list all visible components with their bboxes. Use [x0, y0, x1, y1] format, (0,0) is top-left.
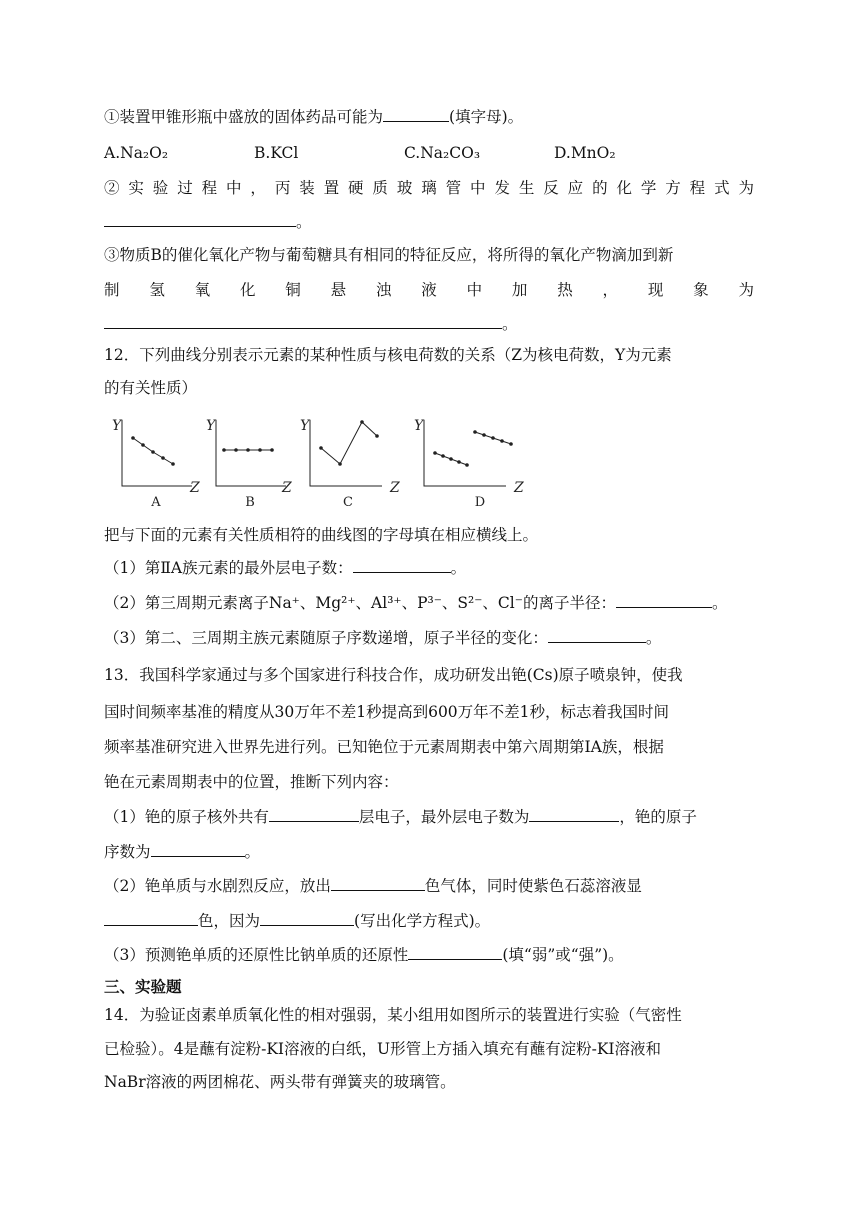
- q11-part2-answer: [104, 210, 312, 233]
- graph-c-y-label: Y: [300, 418, 310, 434]
- q11-part1-text: ①装置甲锥形瓶中盛放的固体药品可能为: [104, 108, 384, 126]
- q12-item1: [104, 556, 466, 579]
- option-c[interactable]: [404, 142, 480, 164]
- answer-blank[interactable]: [104, 312, 502, 329]
- q11-part3-line1: ③物质B的催化氧化产物与葡萄糖具有相同的特征反应，将所得的氧化产物滴加到新: [104, 246, 674, 264]
- option-b-label: B.: [254, 144, 271, 162]
- q11-part3-tail: 。: [502, 315, 518, 333]
- q13-stem-line3: 频率基准研究进入世界先进行列。已知铯位于元素周期表中第六周期第ⅠA族，根据: [104, 738, 664, 756]
- q13-item3-text: （3）预测铯单质的还原性比钠单质的还原性: [104, 946, 409, 964]
- graph-a-x-label: Z: [190, 480, 200, 496]
- answer-blank[interactable]: [548, 626, 646, 643]
- q11-part1-tail: (填字母)。: [449, 108, 524, 126]
- q12-item2-post: 的离子半径：: [522, 594, 616, 612]
- option-b-formula: KCl: [270, 144, 299, 162]
- q14-stem-line3: NaBr溶液的两团棉花、两头带有弹簧夹的玻璃管。: [104, 1073, 456, 1091]
- option-a[interactable]: [104, 142, 168, 164]
- option-a-label: A.: [104, 144, 121, 162]
- graph-a-axes: [122, 420, 192, 486]
- option-a-formula: Na₂O₂: [120, 144, 169, 162]
- q11-options: [104, 142, 754, 164]
- q13-item1-text-c: ，铯的原子: [619, 808, 697, 826]
- section-heading: 三、实验题: [104, 978, 182, 996]
- q12-item2: [104, 591, 727, 614]
- q13-item2-text: （2）铯单质与水剧烈反应，放出: [104, 877, 331, 895]
- answer-blank[interactable]: [151, 840, 245, 857]
- q13-line1-post: 原子喷泉钟，使我: [558, 666, 683, 684]
- option-c-label: C.: [404, 144, 421, 162]
- q12-item3-tail: 。: [645, 629, 662, 647]
- option-b[interactable]: [254, 142, 298, 164]
- graph-b-y-label: Y: [206, 418, 216, 434]
- q13-cs-symbol: (Cs): [526, 666, 559, 684]
- q12-item1-tail: 。: [450, 559, 467, 577]
- q13-item1-cont: [104, 840, 260, 863]
- q13-stem-line1: [104, 664, 683, 686]
- q13-item1-text: （1）铯的原子核外共有: [104, 808, 269, 826]
- answer-blank[interactable]: [260, 909, 354, 926]
- q13-item3: [104, 943, 624, 966]
- q12-item2-text: （2）第三周期元素离子: [104, 594, 269, 612]
- answer-blank[interactable]: [104, 909, 198, 926]
- graph-a-label: A: [151, 495, 161, 510]
- q12-item2-tail: 。: [711, 594, 728, 612]
- graph-c-x-label: Z: [390, 480, 400, 496]
- q13-item2-text-c: 色，因为: [198, 912, 261, 930]
- q13-item2: [104, 874, 642, 897]
- q14-stem-line1: 14．为验证卤素单质氧化性的相对强弱，某小组用如图所示的装置进行实验（气密性: [104, 1006, 682, 1024]
- q12-stem-line2: 的有关性质）: [104, 379, 198, 397]
- answer-blank[interactable]: [383, 105, 449, 122]
- q11-part3-answer: [104, 312, 518, 335]
- q12-graphs-figure: [100, 410, 540, 510]
- answer-blank[interactable]: [269, 805, 359, 822]
- answer-blank[interactable]: [104, 210, 296, 227]
- answer-blank[interactable]: [529, 805, 619, 822]
- q11-part3-line2: 制氢氧化铜悬浊液中加热，现象为: [104, 281, 754, 299]
- graph-c-label: C: [343, 495, 353, 510]
- q13-stem-line4: 铯在元素周期表中的位置，推断下列内容：: [104, 773, 399, 791]
- graph-a-y-label: Y: [112, 418, 122, 434]
- q12-item3: [104, 626, 661, 649]
- answer-blank[interactable]: [408, 943, 502, 960]
- graph-d-y-label: Y: [414, 418, 424, 434]
- option-d-label: D.: [554, 144, 571, 162]
- q12-instruction: 把与下面的元素有关性质相符的曲线图的字母填在相应横线上。: [104, 526, 539, 544]
- graph-c-curve: [321, 422, 377, 464]
- q11-part2-tail: 。: [296, 213, 312, 231]
- q13-line1-text: 13．我国科学家通过与多个国家进行科技合作，成功研发出铯: [104, 666, 527, 684]
- q11-part1: [104, 105, 523, 128]
- q12-item3-text: （3）第二、三周期主族元素随原子序数递增，原子半径的变化：: [104, 629, 548, 647]
- q14-stem-line2: 已检验）。4是蘸有淀粉-KI溶液的白纸，U形管上方插入填充有蘸有淀粉-KI溶液和: [104, 1040, 662, 1058]
- q12-item2-ions: Na⁺、Mg²⁺、Al³⁺、P³⁻、S²⁻、Cl⁻: [268, 594, 523, 612]
- answer-blank[interactable]: [616, 591, 712, 608]
- q13-item1-tail: 。: [244, 843, 261, 861]
- option-d[interactable]: [554, 142, 616, 164]
- q13-item1-text-d: 序数为: [104, 843, 151, 861]
- q13-item1: [104, 805, 697, 828]
- q13-stem-line2: 国时间频率基准的精度从30万年不差1秒提高到600万年不差1秒，标志着我国时间: [104, 703, 670, 721]
- q13-item2-text-d: (写出化学方程式)。: [354, 912, 491, 930]
- answer-blank[interactable]: [353, 556, 451, 573]
- graph-b-axes: [216, 420, 286, 486]
- q11-part2: ②实验过程中，丙装置硬质玻璃管中发生反应的化学方程式为: [104, 179, 754, 197]
- q13-item2-text-b: 色气体，同时使紫色石蕊溶液显: [424, 877, 642, 895]
- graph-b-label: B: [245, 495, 255, 510]
- q13-item1-text-b: 层电子，最外层电子数为: [358, 808, 530, 826]
- q13-item2-cont: [104, 909, 490, 932]
- graph-d-label: D: [474, 495, 486, 510]
- graph-d-x-label: Z: [514, 480, 524, 496]
- q12-item1-text: （1）第ⅡA族元素的最外层电子数：: [104, 559, 353, 577]
- q13-item3-text-b: (填“弱”或“强”)。: [502, 946, 624, 964]
- option-c-formula: Na₂CO₃: [420, 144, 481, 162]
- graph-b-x-label: Z: [282, 480, 292, 496]
- answer-blank[interactable]: [331, 874, 425, 891]
- option-d-formula: MnO₂: [570, 144, 616, 162]
- q12-stem-line1: 12．下列曲线分别表示元素的某种性质与核电荷数的关系（Z为核电荷数，Y为元素: [104, 346, 672, 364]
